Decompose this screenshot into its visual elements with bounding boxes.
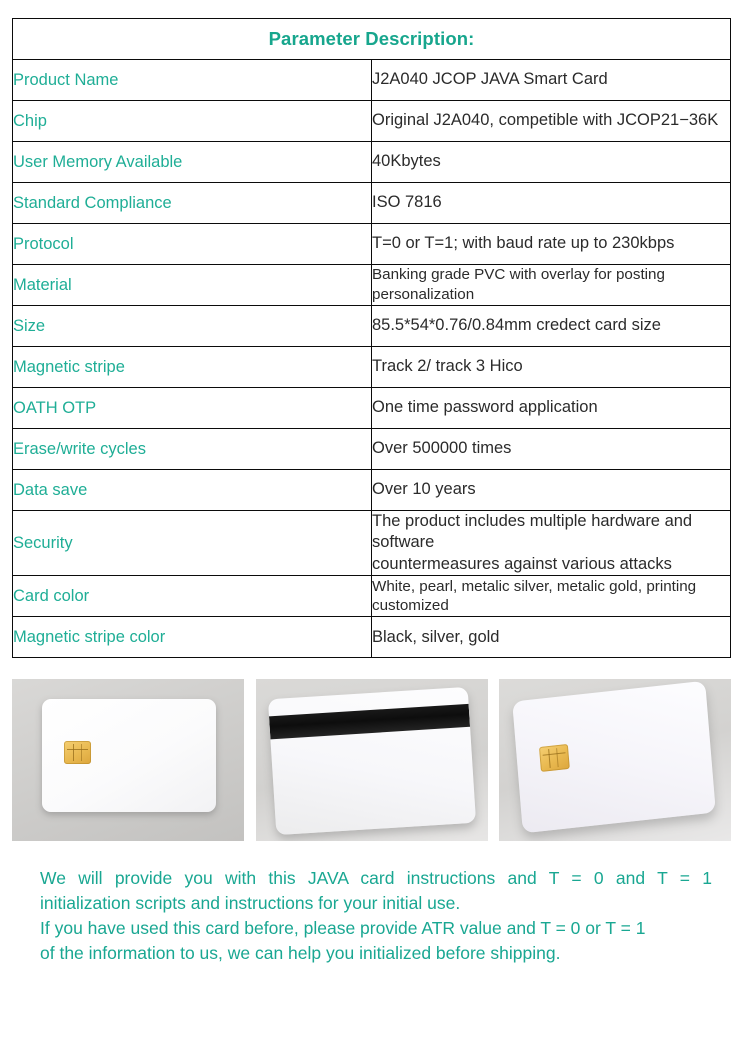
row-label-user-memory-available: User Memory Available (13, 142, 372, 183)
row-label-standard-compliance: Standard Compliance (13, 183, 372, 224)
table-header-title: Parameter Description: (13, 19, 731, 60)
product-photo-card-back (256, 679, 488, 841)
row-value-standard-compliance: ISO 7816 (372, 183, 731, 224)
row-label-material: Material (13, 265, 372, 306)
row-label-product-name: Product Name (13, 60, 372, 101)
row-value-material: Banking grade PVC with overlay for posting personalization (372, 265, 731, 306)
row-label-protocol: Protocol (13, 224, 372, 265)
row-value-data-save: Over 10 years (372, 470, 731, 511)
table-row (13, 617, 731, 658)
table-row (13, 142, 731, 183)
table-row (13, 347, 731, 388)
emv-chip-icon (539, 744, 570, 772)
smart-card-back (267, 687, 475, 835)
note-line-4: of the information to us, we can help you initialized before shipping. (40, 943, 561, 964)
row-value-security-line2: countermeasures against various attacks (372, 554, 672, 573)
row-value-oath-otp: One time password application (372, 388, 731, 429)
table-row (13, 183, 731, 224)
table-row (13, 388, 731, 429)
table-row (13, 470, 731, 511)
row-value-size: 85.5*54*0.76/0.84mm credect card size (372, 306, 731, 347)
smart-card-angled (512, 681, 716, 834)
row-label-card-color: Card color (13, 576, 372, 617)
row-value-card-color: White, pearl, metalic silver, metalic gold, printing customized (372, 576, 731, 617)
row-value-security (372, 511, 731, 576)
row-value-chip: Original J2A040, competible with JCOP21−36K (372, 101, 731, 142)
row-label-security: Security (13, 511, 372, 576)
row-value-product-name: J2A040 JCOP JAVA Smart Card (372, 60, 731, 101)
product-photo-card-front (12, 679, 244, 841)
smart-card-front (42, 699, 216, 812)
row-value-security-line1: The product includes multiple hardware and software (372, 512, 693, 552)
row-label-magnetic-stripe: Magnetic stripe (13, 347, 372, 388)
table-row (13, 60, 731, 101)
row-label-size: Size (13, 306, 372, 347)
table-row (13, 224, 731, 265)
table-row (13, 101, 731, 142)
note-line-1: We will provide you with this JAVA card instructions and T = 0 and T = 1 (40, 868, 712, 888)
magnetic-stripe (268, 704, 469, 740)
emv-chip-icon (64, 741, 91, 764)
row-value-protocol: T=0 or T=1; with baud rate up to 230kbps (372, 224, 731, 265)
table-row (13, 511, 731, 576)
table-header-row (13, 19, 731, 60)
row-value-magnetic-stripe-color: Black, silver, gold (372, 617, 731, 658)
table-row (13, 306, 731, 347)
note-line-3: If you have used this card before, please provide ATR value and T = 0 or T = 1 (40, 918, 646, 939)
row-value-magnetic-stripe: Track 2/ track 3 Hico (372, 347, 731, 388)
row-label-erase-write-cycles: Erase/write cycles (13, 429, 372, 470)
shipping-note (40, 866, 712, 966)
row-label-magnetic-stripe-color: Magnetic stripe color (13, 617, 372, 658)
row-label-data-save: Data save (13, 470, 372, 511)
parameter-table (12, 18, 731, 658)
parameter-table-container (12, 18, 731, 658)
note-line-2: initialization scripts and instructions for your initial use. (40, 893, 461, 914)
row-value-user-memory-available: 40Kbytes (372, 142, 731, 183)
product-photo-strip (12, 679, 731, 841)
table-row (13, 429, 731, 470)
row-label-chip: Chip (13, 101, 372, 142)
row-value-erase-write-cycles: Over 500000 times (372, 429, 731, 470)
row-label-oath-otp: OATH OTP (13, 388, 372, 429)
table-row (13, 265, 731, 306)
product-photo-card-angled (499, 679, 731, 841)
table-row (13, 576, 731, 617)
